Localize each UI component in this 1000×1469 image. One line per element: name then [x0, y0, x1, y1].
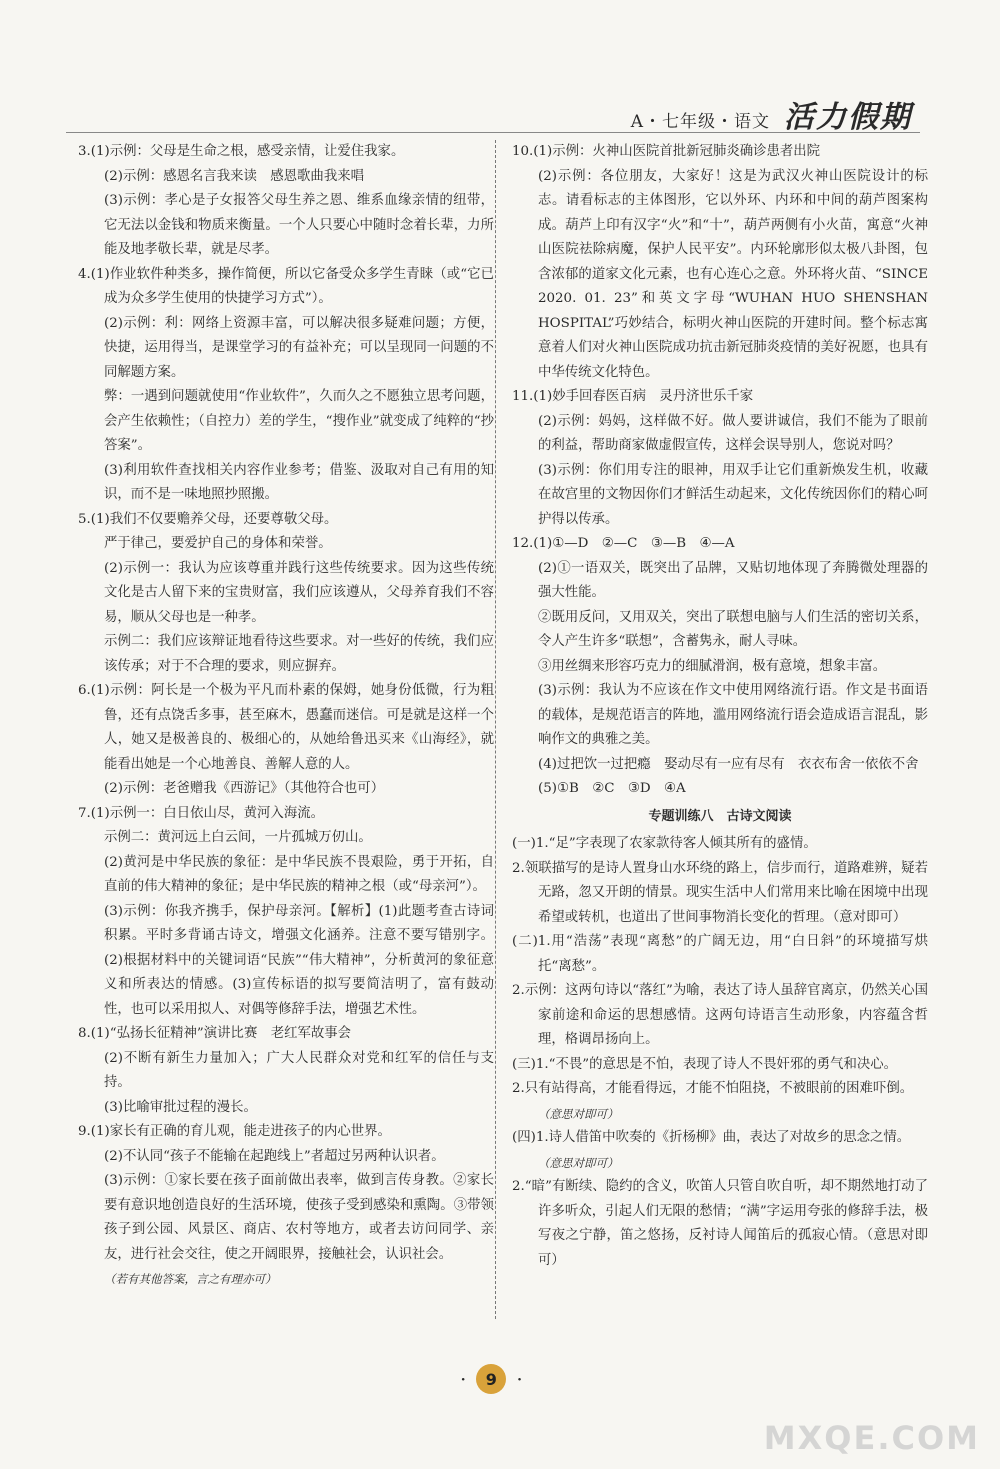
answer-paragraph: 5.(1)我们不仅要赡养父母，还要尊敬父母。 — [78, 511, 338, 527]
answer-paragraph: (2)不断有新生力量加入；广大人民群众对党和红军的信任与支持。 — [104, 1050, 494, 1090]
answer-paragraph: (一)1.“足”字表现了农家款待客人倾其所有的盛情。 — [512, 836, 817, 851]
right-column — [512, 140, 928, 1273]
answer-paragraph: (3)示例：你我齐携手，保护母亲河。【解析】(1)此题考查古诗词积累。平时多背诵古诗文，增强文化涵养。注意不要写错别字。(2)根据材料中的关键词语“民族”“伟大精神”，分析黄河的象征意义和所表达的情感。(3)宣传标语的拟写要简洁明了，富有鼓动性，也可以采用拟人、对偶等修辞手法，增强艺术性。 — [104, 903, 494, 1017]
answer-paragraph: 2.示例：这两句诗以“落红”为喻，表达了诗人虽辞官离京，仍然关心国家前途和命运的思想感情。这两句诗语言生动形象，内容蕴含哲理，格调昂扬向上。 — [512, 983, 928, 1047]
left-column — [78, 140, 494, 1292]
answer-paragraph: 3.(1)示例：父母是生命之根，感受亲情，让爱住我家。 — [78, 144, 405, 159]
answer-paragraph: (4)过把饮一过把瘾 娶动尽有一应有尽有 衣衣布舍一依依不舍 — [538, 756, 919, 772]
answer-paragraph: (3)利用软件查找相关内容作业参考；借鉴、汲取对自己有用的知识，而不是一味地照抄照搬。 — [104, 462, 494, 502]
answer-paragraph: 2.只有站得高，才能看得远，才能不怕阻挠，不被眼前的困难吓倒。 — [512, 1081, 914, 1096]
answer-paragraph: 8.(1)“弘扬长征精神”演讲比赛 老红军故事会 — [78, 1026, 352, 1041]
page-header — [631, 92, 912, 136]
section-title: 专题训练八 古诗文阅读 — [648, 808, 792, 824]
answer-paragraph: 10.(1)示例：火神山医院首批新冠肺炎确诊患者出院 — [512, 144, 821, 159]
page-number-badge: 9 — [476, 1364, 506, 1394]
header-brand: 活力假期 — [784, 100, 912, 135]
answer-paragraph: (2)示例：妈妈，这样做不好。做人要讲诚信，我们不能为了眼前的利益，帮助商家做虚假宣传，这样会误导别人，您说对吗？ — [538, 413, 928, 453]
answer-paragraph: 弊：一遇到问题就使用“作业软件”，久而久之不愿独立思考问题，会产生依赖性；（自控力）差的学生，“搜作业”就变成了纯粹的“抄答案”。 — [104, 389, 494, 453]
answer-paragraph: ②既用反问，又用双关，突出了联想电脑与人们生活的密切关系，令人产生许多“联想”，含蓄隽永，耐人寻味。 — [538, 609, 928, 649]
header-subtitle: A・七年级・语文 — [630, 112, 770, 132]
answer-paragraph: 4.(1)作业软件种类多，操作简便，所以它备受众多学生青睐（或“它已成为众多学生使用的快捷学习方式”）。 — [78, 266, 494, 306]
answer-paragraph: (3)示例：你们用专注的眼神，用双手让它们重新焕发生机，收藏在故宫里的文物因你们才鲜活生动起来，文化传统因你们的精心呵护得以传承。 — [538, 462, 928, 527]
answer-paragraph: (四)1.诗人借笛中吹奏的《折杨柳》曲，表达了对故乡的思念之情。 — [512, 1130, 911, 1145]
answer-paragraph: ③用丝绸来形容巧克力的细腻滑润，极有意境，想象丰富。 — [538, 658, 887, 674]
answer-paragraph: 7.(1)示例一：白日依山尽，黄河入海流。 — [78, 805, 324, 821]
answer-paragraph: (2)示例：利：网络上资源丰富，可以解决很多疑难问题；方便，快捷，运用得当，是课堂学习的有益补充；可以呈现同一问题的不同解题方案。 — [104, 315, 494, 380]
column-divider — [495, 140, 496, 1319]
answer-paragraph: (5)①B ②C ③D ④A — [538, 781, 686, 796]
answer-paragraph: (3)示例：孝心是子女报答父母生养之恩、维系血缘亲情的纽带，它无法以金钱和物质来衡量。一个人只要心中随时念着长辈，力所能及地孝敬长辈，就是尽孝。 — [104, 193, 494, 257]
answer-paragraph: 9.(1)家长有正确的育儿观，能走进孩子的内心世界。 — [78, 1124, 391, 1139]
answer-paragraph: 11.(1)妙手回春医百病 灵丹济世乐千家 — [512, 389, 754, 404]
answer-paragraph: （意思对即可） — [538, 1106, 619, 1121]
answer-paragraph: 12.(1)①—D ②—C ③—B ④—A — [512, 536, 735, 551]
answer-paragraph: (2)示例：各位朋友，大家好！这是为武汉火神山医院设计的标志。请看标志的主体图形，它以外环、内环和中间的葫芦图案构成。葫芦上印有汉字“火”和“十”，葫芦两侧有小火苗，寓意“火神山医院祛除病魔，保护人民平安”。内环轮廓形似太极八卦图，包含浓郁的道家文化元素，也有心连心之意。外环将火苗、“SINCE 2020. 01. 23”和英文字母“WUHAN HUO SHENSHAN HOSPITAL”巧妙结合，标明火神山医院的开建时间。整个标志寓意着人们对火神山医院成功抗击新冠肺炎疫情的美好祝愿，也具有中华传统文化特色。 — [538, 168, 928, 380]
answer-paragraph: (2)示例：感恩名言我来读 感恩歌曲我来唱 — [104, 168, 364, 184]
answer-paragraph: (二)1.用“浩荡”表现“离愁”的广阔无边，用“白日斜”的环境描写烘托“离愁”。 — [512, 934, 928, 974]
answer-paragraph: （若有其他答案，言之有理亦可） — [104, 1272, 277, 1286]
answer-paragraph: 2.领联描写的是诗人置身山水环绕的路上，信步而行，道路难辨，疑若无路，忽又开朗的情景。现实生活中人们常用来比喻在困境中出现希望或转机，也道出了世间事物消长变化的哲理。（意对即可） — [512, 860, 928, 925]
answer-paragraph: (2)①一语双关，既突出了品牌，又贴切地体现了奔腾微处理器的强大性能。 — [538, 560, 928, 600]
answer-paragraph: (3)比喻审批过程的漫长。 — [104, 1099, 257, 1115]
answer-paragraph: (2)示例：老爸赠我《西游记》（其他符合也可） — [104, 781, 385, 796]
answer-paragraph: 示例二：黄河远上白云间，一片孤城万仞山。 — [104, 830, 372, 845]
answer-paragraph: 严于律己，要爱护自己的身体和荣誉。 — [104, 536, 332, 551]
answer-paragraph: 2.“暗”有断续、隐约的含义，吹笛人只管自吹自听，却不期然地打动了许多听众，引起人们无限的愁情；“满”字运用夸张的修辞手法，极写夜之宁静，笛之悠扬，反衬诗人闻笛后的孤寂心情。（意思对即可） — [512, 1179, 928, 1268]
answer-paragraph: 示例二：我们应该辩证地看待这些要求。对一些好的传统，我们应该传承；对于不合理的要求，则应摒弃。 — [104, 634, 494, 674]
watermark: MXQE.COM — [763, 1419, 980, 1457]
answer-paragraph: (3)示例：我认为不应该在作文中使用网络流行语。作文是书面语的载体，是规范语言的阵地，滥用网络流行语会造成语言混乱，影响作文的典雅之美。 — [538, 683, 928, 747]
page-number: · 9 · — [460, 1364, 523, 1394]
answer-paragraph: 6.(1)示例：阿长是一个极为平凡而朴素的保姆，她身份低微，行为粗鲁，还有点饶舌多事，甚至麻木，愚蠢而迷信。可是就是这样一个人，她又是极善良的、极细心的，从她给鲁迅买来《山海经》，就能看出她是一个心地善良、善解人意的人。 — [78, 683, 494, 772]
answer-paragraph: (2)黄河是中华民族的象征：是中华民族不畏艰险，勇于开拓，自直前的伟大精神的象征；是中华民族的精神之根（或“母亲河”）。 — [104, 854, 494, 894]
answer-paragraph: （意思对即可） — [538, 1155, 619, 1170]
answer-paragraph: (2)不认同“孩子不能输在起跑线上”者超过另两种认识者。 — [104, 1148, 445, 1164]
answer-paragraph: (2)示例一：我认为应该尊重并践行这些传统要求。因为这些传统文化是古人留下来的宝贵财富，我们应该遵从，父母养育我们不容易，顺从父母也是一种孝。 — [104, 560, 494, 625]
answer-paragraph: (3)示例：①家长要在孩子面前做出表率，做到言传身教。②家长要有意识地创造良好的生活环境，使孩子受到感染和熏陶。③带领孩子到公园、风景区、商店、农村等地方，或者去访问同学、亲友，进行社会交往，使之开阔眼界，接触社会，认识社会。 — [104, 1173, 494, 1262]
header-rule — [66, 132, 920, 133]
answer-paragraph: (三)1.“不畏”的意思是不怕，表现了诗人不畏奸邪的勇气和决心。 — [512, 1056, 898, 1072]
